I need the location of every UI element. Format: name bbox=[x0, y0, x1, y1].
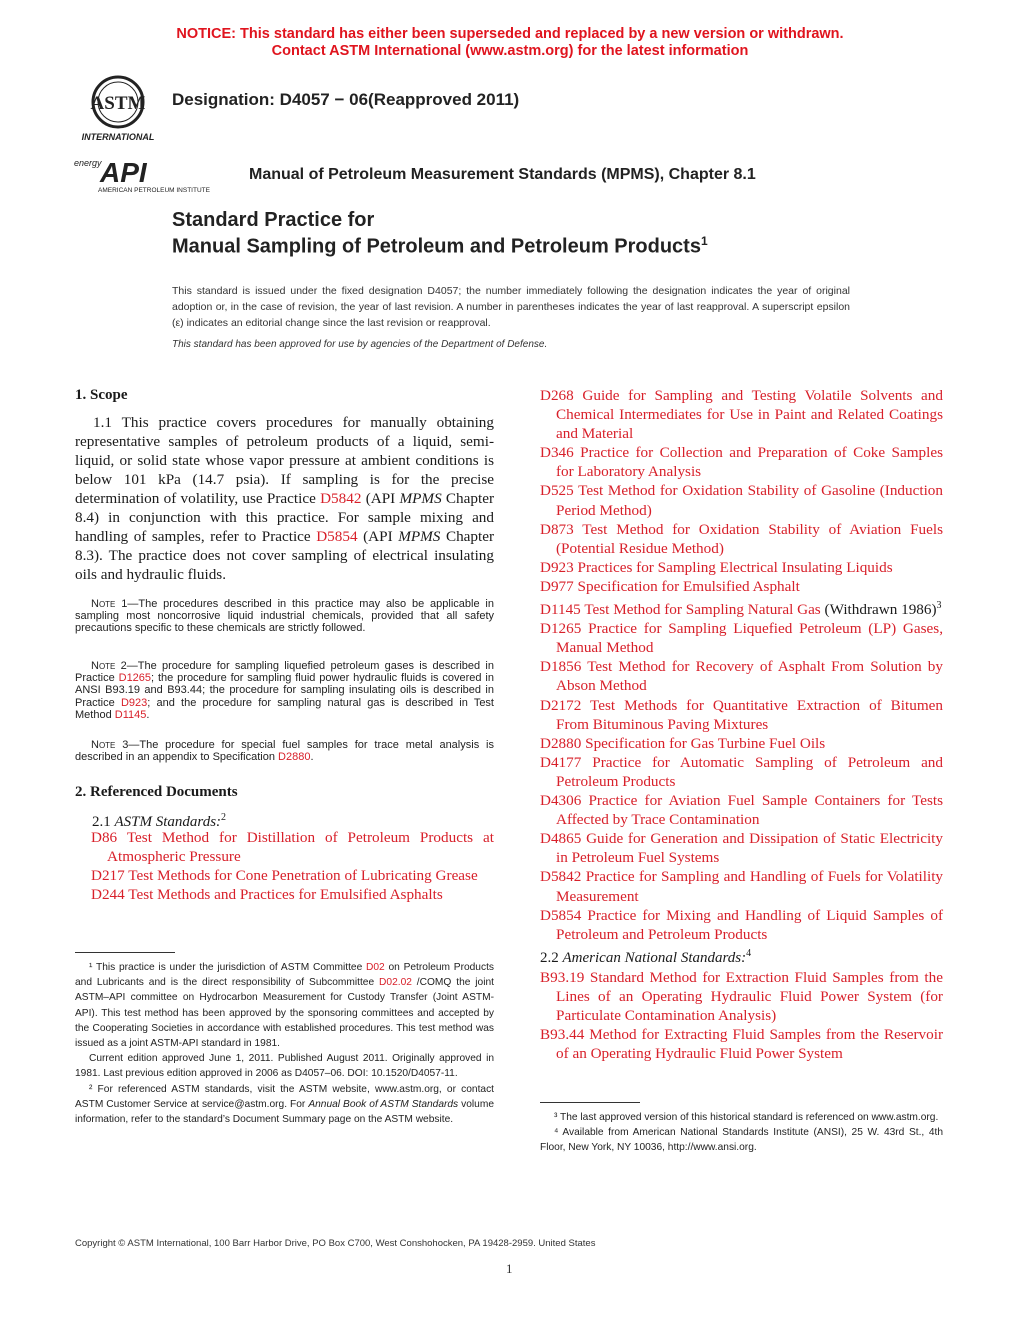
note-3 bbox=[75, 739, 494, 763]
ref-title: Practice for Collection and Preparation of Coke Samples for Laboratory Analysis bbox=[556, 444, 943, 481]
note-1-text: —The procedures described in this practice may also be applicable in sampling most noncorrosive liquid industrial chemicals, provided that all safety precautions specific to these chemicals are strictly followed. bbox=[75, 598, 494, 635]
ref-code: D4306 bbox=[540, 792, 582, 810]
fn1-text-c: /COMQ the joint ASTM–API committee on Hydrocarbon Measurement for Custody Transfer (Joint ASTM-API). This test method has been approved by the sponsoring committees and accepted by the Cooperating Societies in accordance with established procedures. This test method was issued as a joint ASTM-API standard in 1981. bbox=[75, 977, 494, 1050]
ref-d873[interactable] bbox=[540, 520, 943, 558]
ref-d1856[interactable] bbox=[540, 657, 943, 695]
footnotes-left bbox=[75, 960, 494, 1127]
ref-d346[interactable] bbox=[540, 443, 943, 481]
ref-d5842[interactable] bbox=[540, 867, 943, 905]
astm-logo-subtext: INTERNATIONAL bbox=[81, 132, 155, 142]
note-1 bbox=[75, 598, 494, 635]
scope-text-a: 1.1 This practice covers procedures for manually obtaining representative samples of petroleum products of a liquid, semi-liquid, or solid state whose vapor pressure at ambient conditions is below 101 kPa (14.7 psia). If sampling is for the precise determination of volatility, use Practice bbox=[75, 414, 494, 507]
footnote-3: ³ The last approved version of this historical standard is referenced on www.astm.org. bbox=[554, 1112, 939, 1123]
note-3-text-b: . bbox=[310, 751, 314, 764]
link-d2880[interactable]: D2880 bbox=[278, 751, 311, 764]
scope-mpms-1: MPMS bbox=[399, 490, 442, 507]
link-d923[interactable]: D923 bbox=[120, 696, 148, 709]
link-d1145[interactable]: D1145 bbox=[114, 708, 147, 721]
astm-standards-title: ASTM Standards: bbox=[114, 814, 222, 830]
scope-heading: 1. Scope bbox=[75, 387, 128, 403]
ref-title: Test Methods and Practices for Emulsified Asphalts bbox=[128, 886, 443, 904]
ref-title: Practice for Mixing and Handling of Liquid Samples of Petroleum and Petroleum Products bbox=[556, 906, 944, 943]
ref-code: D1856 bbox=[540, 658, 582, 676]
ref-title: Test Methods for Cone Penetration of Lubricating Grease bbox=[128, 867, 478, 885]
scope-text-c: Chapter 8.4) in conjunction with this practice. For sample mixing and handling of samples, refer to Practice bbox=[75, 490, 495, 545]
api-logo-subtext: AMERICAN PETROLEUM INSTITUTE bbox=[98, 187, 210, 194]
mpms-chapter: Manual of Petroleum Measurement Standards (MPMS), Chapter 8.1 bbox=[249, 166, 756, 183]
notice-line-1: NOTICE: This standard has either been superseded and replaced by a new version or withdrawn. bbox=[176, 26, 844, 42]
note-2-text-b: ; the procedure for sampling fluid power hydraulic fluids is covered in ANSI B93.19 and B93.44; the procedure for sampling insulating oils is described in Practice bbox=[75, 672, 494, 709]
ref-b93-44[interactable] bbox=[540, 1025, 943, 1063]
note-2 bbox=[75, 660, 494, 721]
fn2-text-b: volume information, refer to the standard’s Document Summary page on the ASTM website. bbox=[75, 1098, 495, 1126]
api-logo bbox=[74, 152, 244, 194]
designation: Designation: D4057 − 06(Reapproved 2011) bbox=[172, 90, 520, 109]
ref-title: Practice for Sampling Liquefied Petroleum (LP) Gases, Manual Method bbox=[556, 620, 943, 657]
ref-d86[interactable] bbox=[91, 828, 494, 866]
note-1-label: Note 1 bbox=[91, 598, 128, 610]
title-main: Manual Sampling of Petroleum and Petroleum Products bbox=[172, 235, 701, 258]
ref-title: Specification for Gas Turbine Fuel Oils bbox=[585, 734, 826, 752]
footnote-rule-right bbox=[540, 1102, 640, 1103]
refdocs-heading: 2. Referenced Documents bbox=[75, 784, 238, 800]
ref-code: D4865 bbox=[540, 830, 582, 848]
title-line-1: Standard Practice for bbox=[172, 209, 375, 231]
link-d5854[interactable]: D5854 bbox=[316, 528, 358, 545]
fn1-text-b: on Petroleum Products and Lubricants and is the direct responsibility of Subcommittee bbox=[75, 962, 494, 989]
ref-code: D4177 bbox=[540, 753, 582, 771]
page-number: 1 bbox=[506, 1261, 513, 1276]
note-3-text-a: —The procedure for special fuel samples for trace metal analysis is described in an appendix to Specification bbox=[75, 739, 494, 764]
astm-logo-text: ASTM bbox=[90, 93, 146, 114]
ref-d4306[interactable] bbox=[540, 791, 943, 829]
astm-logo bbox=[74, 74, 162, 146]
scope-text-b: (API bbox=[361, 490, 400, 507]
ref-d5854[interactable] bbox=[540, 906, 943, 944]
ref-code: D2172 bbox=[540, 696, 582, 714]
ref-d1145-mark: 3 bbox=[936, 600, 942, 612]
ref-code: D268 bbox=[540, 387, 574, 404]
title-footnote-mark: 1 bbox=[700, 234, 708, 248]
ref-title: Test Method for Recovery of Asphalt From Solution by Abson Method bbox=[556, 658, 943, 695]
issuance-statement: This standard is issued under the fixed designation D4057; the number immediately following the designation indicates the year of original adoption or, in the case of revision, the year of last revision. A number in parentheses indicates the year of last reapproval. A superscript epsilon (ε) indicates an editorial change since the last revision or reapproval. bbox=[172, 285, 850, 329]
ref-d2172[interactable] bbox=[540, 696, 943, 734]
ref-d4865[interactable] bbox=[540, 829, 943, 867]
scope-paragraph bbox=[75, 413, 494, 584]
footnote-1 bbox=[75, 960, 494, 1051]
ref-title: Guide for Sampling and Testing Volatile Solvents and Chemical Intermediates for Use in Paint and Related Coatings and Material bbox=[556, 387, 943, 443]
ref-title: Test Method for Oxidation Stability of Gasoline (Induction Period Method) bbox=[556, 482, 943, 519]
ansi-standards-num: 2.2 bbox=[540, 949, 563, 966]
ref-code: D1145 bbox=[540, 601, 581, 619]
note-2-text-a: —The procedure for sampling liquefied petroleum gases is described in Practice bbox=[75, 660, 494, 685]
ref-title: Method for Extracting Fluid Samples from the Reservoir of an Operating Hydraulic Fluid Power System bbox=[556, 1026, 944, 1063]
ref-code: D5842 bbox=[540, 868, 582, 886]
astm-standards-mark: 2 bbox=[221, 812, 227, 823]
ref-title: Test Method for Oxidation Stability of Aviation Fuels (Potential Residue Method) bbox=[556, 520, 943, 557]
footnotes-right bbox=[540, 1110, 943, 1156]
footnote-4: ⁴ Available from American National Standards Institute (ANSI), 25 W. 43rd St., 4th Floor, New York, NY 10036, http://www.ansi.org. bbox=[540, 1127, 943, 1154]
ref-code: D923 bbox=[540, 558, 574, 576]
ref-code: D5854 bbox=[540, 906, 582, 924]
ref-d977[interactable] bbox=[540, 577, 943, 596]
ref-d1145[interactable] bbox=[540, 596, 943, 619]
note-2-text-c: ; and the procedure for sampling natural gas is described in Test Method bbox=[75, 696, 494, 721]
ref-d2880[interactable] bbox=[540, 734, 943, 753]
ref-title: Test Method for Sampling Natural Gas bbox=[584, 601, 821, 619]
ref-title: Practices for Sampling Electrical Insulating Liquids bbox=[577, 558, 893, 576]
ref-d525[interactable] bbox=[540, 481, 943, 519]
ref-title: Test Method for Distillation of Petroleum Products at Atmospheric Pressure bbox=[107, 829, 494, 866]
ref-code: D244 bbox=[91, 886, 125, 904]
note-3-label: Note 3 bbox=[91, 739, 129, 751]
ref-d268[interactable] bbox=[540, 386, 943, 443]
ansi-standards-title: American National Standards: bbox=[562, 949, 747, 966]
ref-code: D873 bbox=[540, 520, 574, 538]
link-d02[interactable]: D02 bbox=[366, 962, 385, 973]
scope-text-d: (API bbox=[357, 528, 399, 545]
ansi-standards-mark: 4 bbox=[746, 947, 752, 959]
ref-d1265[interactable] bbox=[540, 619, 943, 657]
note-2-label: Note 2 bbox=[91, 660, 127, 672]
ref-b93-19[interactable] bbox=[540, 968, 943, 1025]
astm-standards-num: 2.1 bbox=[92, 814, 115, 830]
title-line-2 bbox=[172, 234, 708, 259]
ref-code: D525 bbox=[540, 482, 574, 500]
copyright: Copyright © ASTM International, 100 Barr Harbor Drive, PO Box C700, West Conshohocken, PA 19428-2959. United States bbox=[75, 1238, 596, 1249]
footnote-2 bbox=[75, 1082, 494, 1128]
api-logo-energy: energy bbox=[74, 158, 102, 168]
fn2-italic: Annual Book of ASTM Standards bbox=[308, 1098, 459, 1110]
ref-withdrawn: (Withdrawn 1986) bbox=[820, 601, 937, 619]
fn2-text-a: ² For referenced ASTM standards, visit the ASTM website, www.astm.org, or contact ASTM Customer Service at service@astm.org. For bbox=[75, 1083, 494, 1110]
footnote-rule-left bbox=[75, 952, 175, 953]
ref-title: Guide for Generation and Dissipation of Static Electricity in Petroleum Fuel Systems bbox=[556, 830, 943, 867]
ref-d244[interactable] bbox=[91, 885, 494, 904]
left-ref-list bbox=[91, 828, 494, 904]
ref-code: D977 bbox=[540, 577, 574, 595]
link-d5842[interactable]: D5842 bbox=[320, 490, 362, 507]
ref-d4177[interactable] bbox=[540, 753, 943, 791]
ref-title: Practice for Aviation Fuel Sample Containers for Tests Affected by Trace Contamination bbox=[556, 792, 943, 829]
dod-approval: This standard has been approved for use by agencies of the Department of Defense. bbox=[172, 339, 548, 350]
notice-line-2: Contact ASTM International (www.astm.org) for the latest information bbox=[271, 43, 749, 59]
link-d1265[interactable]: D1265 bbox=[118, 672, 152, 685]
ref-d923[interactable] bbox=[540, 558, 943, 577]
api-logo-text: API bbox=[100, 157, 147, 188]
note-2-text-d: . bbox=[146, 708, 150, 721]
ref-d217[interactable] bbox=[91, 866, 494, 885]
ref-title: Practice for Automatic Sampling of Petroleum and Petroleum Products bbox=[556, 753, 943, 790]
ref-code: D1265 bbox=[540, 620, 582, 638]
ref-title: Test Methods for Quantitative Extraction of Bitumen From Bituminous Paving Mixtures bbox=[556, 696, 943, 733]
ref-title: Specification for Emulsified Asphalt bbox=[577, 577, 800, 595]
ref-code: D2880 bbox=[540, 734, 582, 752]
ref-code: D86 bbox=[91, 829, 118, 846]
ref-code: B93.44 bbox=[540, 1026, 585, 1044]
fn1-text-a: ¹ This practice is under the jurisdiction of ASTM Committee bbox=[89, 962, 367, 973]
ref-code: B93.19 bbox=[540, 968, 585, 986]
right-ref-list bbox=[540, 386, 943, 1063]
scope-text-e: Chapter 8.3). The practice does not cover sampling of electrical insulating oils and hydraulic fluids. bbox=[75, 528, 495, 583]
ansi-standards-label bbox=[540, 944, 943, 968]
link-d02-02[interactable]: D02.02 bbox=[379, 977, 412, 989]
ref-code: D217 bbox=[91, 867, 125, 885]
ref-title: Standard Method for Extraction Fluid Samples from the Lines of an Operating Hydraulic Fluid Power System (for Particulate Contamination Analysis) bbox=[556, 968, 943, 1024]
footnote-1-current-edition: Current edition approved June 1, 2011. Published August 2011. Originally approved in 1981. Last previous edition approved in 2006 as D4057–06. DOI: 10.1520/D4057-11. bbox=[75, 1053, 494, 1080]
scope-mpms-2: MPMS bbox=[398, 528, 441, 545]
ref-title: Practice for Sampling and Handling of Fuels for Volatility Measurement bbox=[556, 868, 944, 905]
ref-code: D346 bbox=[540, 444, 574, 462]
